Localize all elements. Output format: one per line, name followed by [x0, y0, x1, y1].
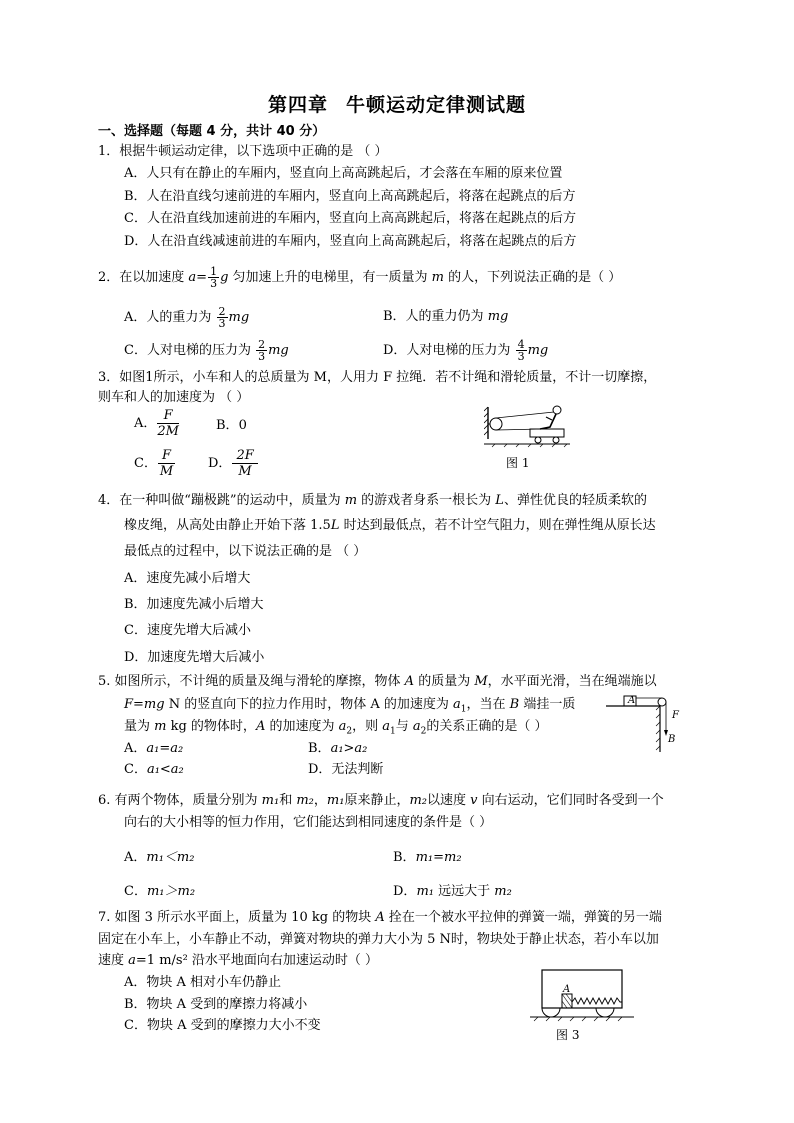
- q1-option-d: D．人在沿直线减速前进的车厢内，竖直向上高高跳起后，将落在起跳点的后方: [124, 234, 577, 249]
- q7-stem-line1: 7. 如图 3 所示水平面上，质量为 10 kg 的物块 A 拴在一个被水平拉伸的弹簧一端，弹簧的另一端: [98, 910, 662, 925]
- q7-option-c: C．物块 A 受到的摩擦力大小不变: [124, 1018, 321, 1033]
- q6-stem-line1: 6. 有两个物体，质量分别为 m₁和 m₂，m₁原来静止，m₂以速度 v 向右运动，它们同时各受到一个: [98, 793, 664, 808]
- figure-1-caption: 图 1: [506, 456, 530, 470]
- q2-option-a: A．人的重力为 $\frac{2}{3}$ mg: [124, 305, 250, 330]
- q5-option-b: B．a₁>a₂: [308, 741, 368, 756]
- q6-option-b: B．m₁=m₂: [393, 850, 462, 865]
- q4-option-a: A．速度先减小后增大: [124, 571, 251, 586]
- q2-option-c: C．人对电梯的压力为 $\frac{2}{3}$ mg: [124, 338, 289, 363]
- q4-stem-line1: 4．在一种叫做“蹦极跳”的运动中，质量为 m 的游戏者身系一根长为 L、弹性优良的轻质柔软的: [98, 493, 647, 508]
- q4-option-d: D．加速度先增大后减小: [124, 650, 265, 665]
- q6-stem-line2: 向右的大小相等的恒力作用，它们能达到相同速度的条件是（ ）: [124, 815, 493, 830]
- q2-var-g: g: [220, 270, 229, 285]
- q5-option-c: C．a₁<a₂: [124, 762, 184, 777]
- figure-3-cart-spring: [530, 966, 634, 1022]
- figure-3-caption: 图 3: [556, 1028, 580, 1042]
- q3-option-b: B．0: [216, 418, 247, 433]
- q5-stem-line3: 量为 m kg 的物体时，A 的加速度为 $a_2$，则 $a_1$与 $a_2$的关系正确的是（ ）: [124, 719, 548, 737]
- section-heading: 一、选择题（每题 4 分，共计 40 分）: [98, 124, 326, 139]
- q2-stem-text-3: 的人，下列说法正确的是（ ）: [444, 270, 622, 285]
- q4-option-c: C．速度先增大后减小: [124, 623, 251, 638]
- q3-stem-line1: 3．如图1所示，小车和人的总质量为 M，人用力 F 拉绳．若不计绳和滑轮质量，不计一切摩擦，: [98, 370, 657, 385]
- q1-option-b: B．人在沿直线匀速前进的车厢内，竖直向上高高跳起后，将落在起跳点的后方: [124, 189, 576, 204]
- q2-var-m: m: [431, 270, 444, 285]
- q4-stem-line3: 最低点的过程中，以下说法正确的是 （ ）: [124, 544, 367, 559]
- q2-var-a: a: [188, 270, 197, 285]
- q2-eq: =: [196, 270, 208, 285]
- q5-stem-line1: 5. 如图所示，不计绳的质量及绳与滑轮的摩擦，物体 A 的质量为 M，水平面光滑，当在绳端施以: [98, 674, 657, 689]
- q2-stem: [98, 266, 621, 289]
- q6-option-d: D．m₁ 远远大于 m₂: [393, 884, 512, 899]
- q7-option-a: A．物块 A 相对小车仍静止: [124, 975, 282, 990]
- chapter-title: 牛顿运动定律测试题: [346, 94, 527, 116]
- figure-q5-label-b: B: [668, 734, 676, 745]
- q1-option-c: C．人在沿直线加速前进的车厢内，竖直向上高高跳起后，将落在起跳点的后方: [124, 211, 576, 226]
- q3-option-c: C． $\frac{F}{M}$: [134, 448, 174, 479]
- figure-q5-label-f: F: [672, 710, 679, 721]
- q2-fraction: $\frac{1}{3}$: [210, 265, 218, 290]
- q7-stem-line3: 速度 a=1 m/s² 沿水平地面向右加速运动时（ ）: [98, 953, 379, 968]
- figure-q5-label-a: A: [628, 695, 636, 706]
- q5-option-a: A．a₁=a₂: [124, 741, 184, 756]
- q6-option-a: A．m₁＜m₂: [124, 850, 195, 865]
- page-title: [0, 90, 794, 117]
- figure-1-cart: [484, 403, 572, 453]
- q4-stem-line2: 橡皮绳，从高处由静止开始下落 1.5L 时达到最低点，若不计空气阻力，则在弹性绳从原长达: [124, 518, 656, 533]
- q1-stem: 1．根据牛顿运动定律，以下选项中正确的是 （ ）: [98, 144, 388, 159]
- chapter-label: 第四章: [267, 94, 328, 116]
- q7-option-b: B．物块 A 受到的摩擦力将减小: [124, 997, 308, 1012]
- q5-stem-line2: F=mg N 的竖直向下的拉力作用时，物体 A 的加速度为 $a_1$，当在 B 端挂一质: [124, 697, 576, 715]
- q5-option-d: D．无法判断: [308, 762, 384, 777]
- q1-option-a: A．人只有在静止的车厢内，竖直向上高高跳起后，才会落在车厢的原来位置: [124, 166, 563, 181]
- q3-stem-line2: 则车和人的加速度为 （ ）: [98, 390, 250, 405]
- q7-stem-line2: 固定在小车上，小车静止不动，弹簧对物块的弹力大小为 5 N时，物块处于静止状态，若小车以加: [98, 932, 659, 947]
- q2-option-b: B．人的重力仍为 mg: [383, 309, 509, 324]
- q3-option-d: D． $\frac{2F}{M}$: [208, 448, 259, 479]
- q2-option-d: D．人对电梯的压力为 $\frac{4}{3}$ mg: [383, 338, 549, 363]
- figure-3-label-a: A: [563, 984, 571, 995]
- q3-option-a: A． $\frac{F}{2M}$: [134, 408, 179, 439]
- q6-option-c: C．m₁＞m₂: [124, 884, 196, 899]
- q4-option-b: B．加速度先减小后增大: [124, 597, 264, 612]
- q2-stem-text: 2．在以加速度: [98, 270, 189, 285]
- q2-stem-text-2: 匀加速上升的电梯里，有一质量为: [228, 270, 432, 285]
